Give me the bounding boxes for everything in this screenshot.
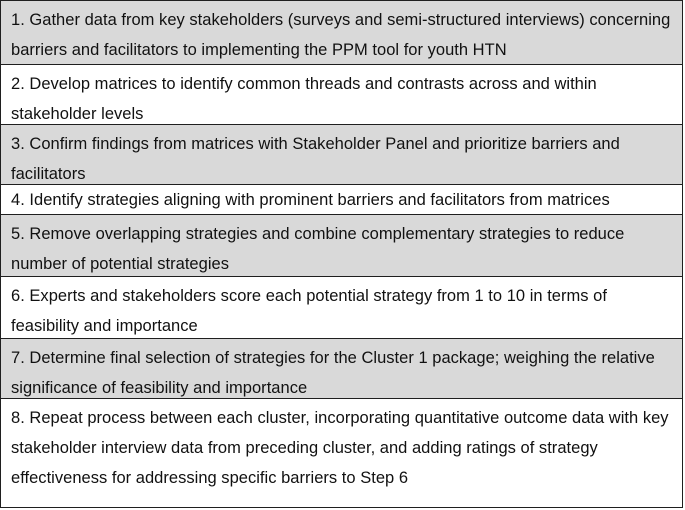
step-row-5: 5. Remove overlapping strategies and combine complementary strategies to reduce number of potential strategies <box>1 215 682 277</box>
step-row-6: 6. Experts and stakeholders score each potential strategy from 1 to 10 in terms of feasibility and importance <box>1 277 682 339</box>
step-row-7: 7. Determine final selection of strategies for the Cluster 1 package; weighing the relative significance of feasibility and importance <box>1 339 682 399</box>
step-row-3: 3. Confirm findings from matrices with Stakeholder Panel and prioritize barriers and facilitators <box>1 125 682 185</box>
step-row-1: 1. Gather data from key stakeholders (surveys and semi-structured interviews) concerning barriers and facilitators to implementing the PPM tool for youth HTN <box>1 1 682 65</box>
step-row-2: 2. Develop matrices to identify common threads and contrasts across and within stakeholder levels <box>1 65 682 125</box>
step-row-4: 4. Identify strategies aligning with prominent barriers and facilitators from matrices <box>1 185 682 215</box>
step-row-8: 8. Repeat process between each cluster, incorporating quantitative outcome data with key stakeholder interview data from preceding cluster, and adding ratings of strategy effectiveness for addressing specific barriers to Step 6 <box>1 399 682 505</box>
